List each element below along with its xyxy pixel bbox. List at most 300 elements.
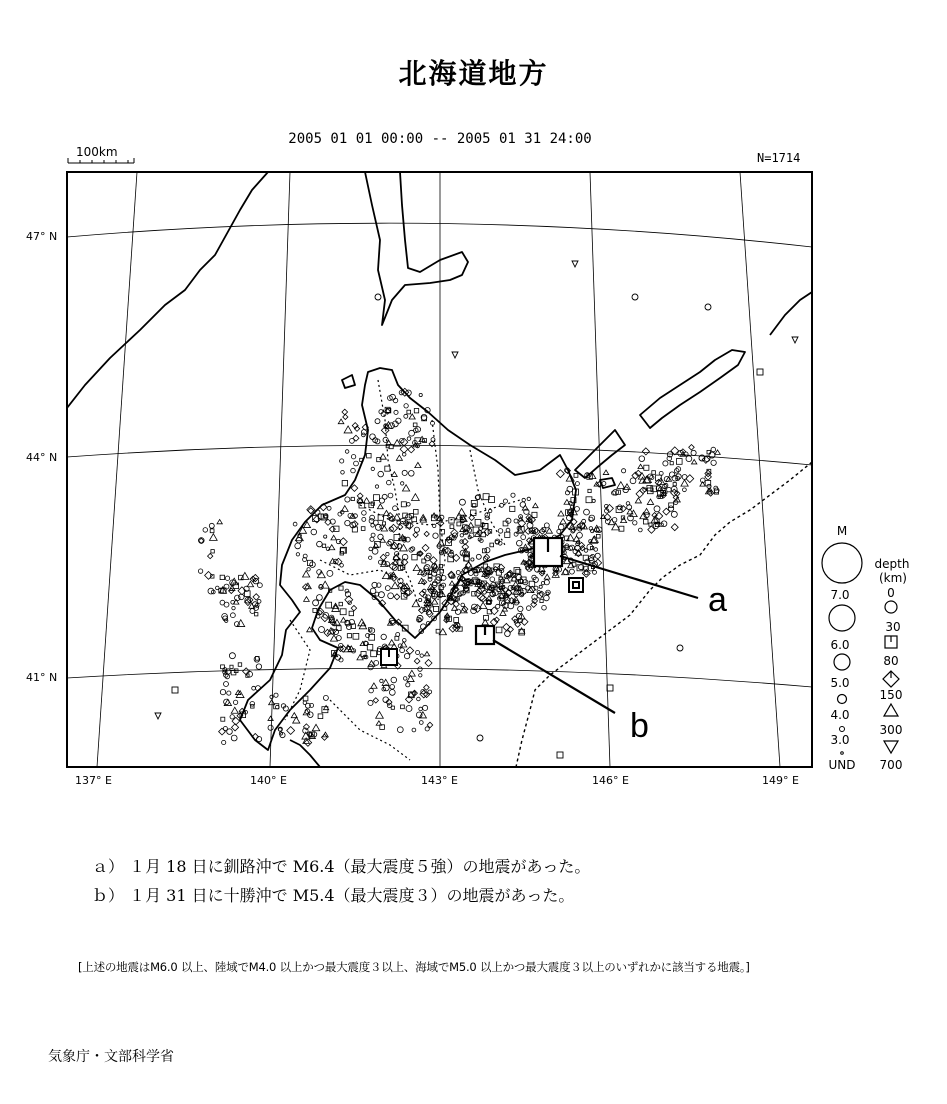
event-marker — [380, 679, 383, 682]
event-marker — [389, 527, 393, 531]
event-marker — [383, 697, 389, 703]
event-marker — [596, 534, 600, 538]
event-marker — [432, 599, 438, 604]
event-marker — [209, 534, 217, 541]
event-marker — [510, 506, 515, 511]
event-marker — [313, 600, 319, 606]
kuril-japan-trench — [516, 462, 812, 767]
event-marker — [317, 595, 323, 601]
event-marker — [592, 499, 595, 502]
event-marker — [307, 568, 310, 571]
event-marker — [401, 705, 405, 709]
event-marker — [430, 557, 437, 564]
event-marker — [432, 571, 437, 576]
event-marker — [322, 544, 325, 547]
event-marker — [375, 294, 381, 300]
event-marker — [458, 508, 466, 515]
event-marker — [172, 687, 178, 693]
event-marker — [230, 578, 238, 585]
legend-depth-0-30-circle — [885, 601, 897, 613]
selection-criteria-footnote: [上述の地震はM6.0 以上、陸域でM4.0 以上かつ最大震度３以上、海域でM5.0 以上かつ最大震度３以上のいずれかに該当する地震。] — [78, 960, 750, 974]
event-marker — [461, 603, 465, 607]
event-marker — [607, 685, 613, 691]
event-marker — [368, 665, 373, 670]
event-marker — [382, 494, 387, 499]
legend-depth-title: depth — [874, 557, 910, 571]
event-marker — [380, 554, 386, 560]
lat-label-41: 41° N — [26, 671, 58, 684]
event-marker — [327, 506, 331, 510]
event-marker — [371, 683, 377, 688]
coastlines — [67, 172, 812, 767]
event-marker — [424, 685, 430, 691]
legend-depth-150: 150 — [879, 688, 903, 702]
event-marker — [211, 550, 214, 553]
event-marker — [652, 471, 656, 475]
event-marker — [323, 695, 328, 700]
event-marker — [612, 523, 620, 530]
scale-bar-label: 100km — [76, 145, 118, 159]
event-marker — [416, 651, 420, 655]
event-marker — [347, 634, 351, 638]
legend-mag-6: 6.0 — [830, 638, 850, 652]
event-marker — [667, 487, 672, 492]
event-marker — [404, 653, 409, 658]
event-marker — [423, 705, 428, 710]
event-marker — [241, 572, 249, 579]
event-marker — [357, 655, 363, 660]
event-marker — [619, 526, 624, 531]
event-marker — [585, 571, 589, 575]
event-marker — [303, 571, 310, 577]
event-marker — [484, 615, 489, 620]
event-marker — [303, 724, 309, 730]
event-marker — [237, 620, 245, 627]
event-marker — [544, 595, 550, 601]
event-marker — [235, 595, 241, 601]
event-marker — [508, 603, 514, 609]
legend-depth-80-150-diamond — [883, 671, 899, 687]
event-marker — [338, 419, 344, 424]
latitude-line-47 — [67, 223, 812, 247]
event-marker — [232, 606, 235, 609]
event-marker — [440, 529, 445, 534]
event-marker — [387, 541, 392, 546]
legend-depth-30: 30 — [885, 620, 901, 634]
event-marker — [414, 527, 419, 532]
event-marker — [638, 528, 642, 532]
hokkaido-coast — [240, 368, 576, 750]
event-marker — [683, 488, 687, 492]
event-marker — [459, 499, 465, 505]
event-marker — [638, 464, 643, 468]
event-marker — [542, 605, 547, 610]
event-marker — [496, 627, 502, 633]
event-marker — [648, 526, 655, 533]
event-marker — [208, 588, 214, 594]
highlight-event-b — [476, 626, 494, 644]
event-marker — [220, 600, 225, 605]
event-marker — [378, 471, 384, 477]
event-marker — [503, 623, 510, 630]
event-marker — [313, 608, 317, 612]
event-marker — [311, 529, 317, 535]
map-legend — [822, 524, 909, 772]
event-marker — [544, 523, 549, 528]
event-marker — [317, 541, 323, 547]
event-marker — [414, 658, 420, 664]
event-marker — [506, 528, 510, 532]
event-marker — [257, 737, 262, 742]
event-marker — [526, 606, 531, 611]
event-marker — [296, 538, 301, 543]
event-marker — [477, 735, 483, 741]
event-marker — [227, 729, 233, 735]
event-marker — [408, 670, 415, 676]
event-marker — [539, 585, 542, 588]
event-marker — [512, 616, 518, 622]
event-marker — [279, 728, 282, 731]
legend-depth-30-80-square — [885, 636, 897, 648]
event-marker — [567, 486, 573, 492]
event-marker — [345, 520, 350, 525]
event-marker — [313, 516, 320, 523]
event-marker — [293, 522, 297, 526]
event-marker — [511, 493, 515, 497]
event-marker — [377, 504, 383, 509]
event-marker — [643, 519, 648, 524]
event-marker — [401, 482, 404, 485]
event-marker — [345, 497, 350, 502]
event-marker — [567, 515, 572, 520]
event-marker — [428, 690, 432, 694]
event-marker — [419, 598, 422, 601]
event-marker — [556, 470, 564, 478]
event-marker — [540, 599, 543, 602]
event-marker — [406, 514, 412, 520]
event-marker — [403, 639, 407, 643]
event-marker — [369, 688, 374, 693]
event-marker — [375, 485, 378, 488]
latitude-line-41 — [67, 668, 812, 687]
event-marker — [527, 497, 530, 500]
event-marker — [351, 497, 354, 500]
continent-coast — [67, 172, 268, 408]
event-marker — [343, 414, 348, 419]
event-marker — [268, 716, 273, 720]
event-marker — [686, 456, 692, 462]
event-marker — [676, 459, 682, 465]
event-marker — [353, 633, 359, 639]
event-marker — [386, 552, 389, 555]
event-marker — [483, 494, 489, 500]
event-marker — [229, 585, 235, 590]
event-marker — [457, 522, 461, 526]
event-marker — [544, 574, 550, 579]
event-marker — [335, 655, 340, 660]
lat-label-44: 44° N — [26, 451, 58, 464]
period-range: 2005 01 01 00:00 -- 2005 01 31 24:00 — [288, 131, 592, 147]
event-marker — [429, 441, 435, 447]
event-marker — [433, 533, 438, 538]
event-marker — [268, 725, 273, 730]
event-marker — [602, 482, 606, 486]
event-marker — [383, 437, 388, 442]
event-marker — [252, 686, 256, 690]
event-marker — [533, 503, 539, 508]
event-marker — [449, 518, 454, 523]
longitude-line-137 — [97, 172, 137, 767]
event-marker — [691, 450, 696, 455]
event-marker — [225, 576, 229, 580]
event-marker — [707, 484, 711, 488]
legend-depth-300: 300 — [879, 723, 903, 737]
event-marker — [223, 727, 227, 731]
event-marker — [304, 597, 310, 602]
event-marker — [383, 510, 389, 515]
callout-line-b — [493, 640, 615, 713]
event-marker — [351, 605, 356, 610]
legend-depth-150-300-triangle — [884, 704, 898, 716]
sakhalin-coast — [365, 172, 468, 325]
legend-mag-6-circle — [829, 605, 855, 631]
event-marker — [520, 502, 525, 507]
legend-mag-5-circle — [834, 654, 850, 670]
event-marker — [238, 663, 242, 667]
event-marker — [433, 524, 436, 527]
event-notes — [92, 852, 590, 910]
legend-depth-0: 0 — [887, 586, 895, 600]
event-marker — [312, 724, 319, 730]
event-marker — [415, 462, 421, 467]
event-marker — [419, 393, 422, 396]
lat-label-47: 47° N — [26, 230, 58, 243]
event-marker — [331, 535, 337, 540]
event-marker — [558, 524, 564, 530]
event-marker — [367, 645, 373, 651]
scale-bar — [68, 158, 134, 163]
event-marker — [385, 586, 390, 591]
legend-mag-4: 4.0 — [830, 708, 850, 722]
event-marker — [404, 404, 408, 408]
event-marker — [670, 462, 673, 465]
event-marker — [505, 532, 510, 537]
event-marker — [584, 509, 590, 515]
event-marker — [339, 602, 343, 606]
event-marker — [373, 698, 378, 703]
event-marker — [155, 713, 161, 719]
event-marker — [705, 480, 711, 486]
event-marker — [221, 717, 225, 721]
event-marker — [514, 593, 518, 597]
event-marker — [354, 461, 359, 466]
event-marker — [390, 394, 396, 400]
event-marker — [210, 529, 214, 533]
event-marker — [584, 549, 588, 553]
event-marker — [594, 559, 602, 567]
event-marker — [705, 304, 711, 310]
event-marker — [374, 495, 380, 501]
event-marker — [622, 469, 626, 473]
event-marker — [336, 636, 341, 641]
event-marker — [270, 695, 273, 698]
event-marker — [456, 571, 460, 575]
event-marker — [407, 437, 411, 441]
event-marker — [450, 525, 454, 529]
event-marker — [295, 543, 301, 549]
event-marker — [419, 707, 423, 711]
event-marker — [258, 583, 263, 588]
event-marker — [370, 515, 375, 520]
event-marker — [395, 636, 399, 640]
event-marker — [217, 519, 222, 523]
event-marker — [352, 521, 359, 528]
event-marker — [397, 544, 402, 549]
event-marker — [572, 261, 578, 267]
event-marker — [522, 498, 525, 501]
event-marker — [671, 524, 678, 531]
event-marker — [318, 714, 323, 719]
event-marker — [408, 446, 415, 453]
event-marker — [560, 519, 566, 524]
event-marker — [593, 570, 597, 574]
event-marker — [647, 499, 653, 504]
event-marker — [403, 513, 408, 518]
event-marker — [418, 667, 422, 671]
event-marker — [532, 595, 537, 600]
event-marker — [326, 602, 332, 608]
event-marker — [340, 459, 344, 463]
map-title: 北海道地方 — [398, 57, 549, 90]
event-marker — [452, 352, 458, 358]
event-marker — [413, 565, 420, 571]
event-marker — [344, 426, 352, 433]
event-marker — [208, 553, 213, 558]
event-marker — [291, 713, 297, 718]
event-count: N=1714 — [757, 151, 801, 165]
event-marker — [398, 524, 403, 529]
event-marker — [575, 507, 580, 512]
event-marker — [224, 682, 229, 687]
event-marker — [711, 447, 716, 452]
event-marker — [231, 735, 237, 741]
event-marker — [224, 584, 229, 589]
event-marker — [393, 398, 398, 403]
event-marker — [327, 570, 333, 576]
event-marker — [230, 665, 233, 668]
event-marker — [423, 594, 427, 598]
event-marker — [677, 645, 683, 651]
event-marker — [374, 661, 379, 666]
event-marker — [567, 534, 575, 541]
event-marker — [494, 617, 499, 622]
event-marker — [413, 532, 418, 537]
event-marker — [323, 732, 329, 737]
event-marker — [274, 693, 278, 697]
event-marker — [255, 613, 258, 616]
event-marker — [351, 468, 356, 473]
event-marker — [351, 455, 355, 459]
event-marker — [671, 511, 677, 517]
event-marker — [483, 590, 487, 594]
event-marker — [425, 727, 429, 731]
event-marker — [385, 466, 390, 471]
event-marker — [209, 523, 214, 528]
agency-credit: 気象庁・文部科学省 — [48, 1049, 174, 1065]
longitude-line-140 — [270, 172, 290, 767]
event-marker — [361, 527, 365, 531]
event-marker — [376, 712, 384, 719]
event-marker — [369, 547, 373, 551]
event-marker — [700, 482, 705, 486]
honshu-coast — [290, 740, 320, 767]
event-marker — [406, 706, 412, 712]
event-marker — [401, 502, 406, 507]
event-marker — [319, 627, 325, 633]
lon-label-140: 140° E — [250, 774, 287, 787]
event-marker — [521, 535, 526, 540]
event-marker — [342, 481, 347, 486]
event-marker — [367, 453, 372, 458]
event-marker — [514, 532, 518, 536]
event-marker — [589, 515, 595, 521]
note-b: ｂ） １月 31 日に十勝沖で M5.4（最大震度３）の地震があった。 — [92, 886, 575, 905]
legend-mag-und-circle — [841, 752, 844, 755]
event-marker — [569, 569, 574, 574]
legend-mag-5: 5.0 — [830, 676, 850, 690]
event-marker — [220, 689, 225, 694]
legend-mag-4-circle — [838, 695, 847, 704]
event-marker — [588, 489, 591, 492]
longitude-line-146 — [590, 172, 610, 767]
event-marker — [420, 654, 423, 657]
legend-depth-unit: (km) — [878, 571, 908, 585]
event-marker — [663, 461, 668, 466]
event-marker — [239, 594, 245, 600]
longitude-line-149 — [740, 172, 780, 767]
event-marker — [407, 503, 411, 507]
event-marker — [639, 456, 645, 462]
event-marker — [518, 606, 523, 611]
event-marker — [594, 548, 598, 552]
event-marker — [396, 455, 402, 460]
event-marker — [397, 521, 401, 525]
event-marker — [394, 410, 398, 414]
note-a: ａ） １月 18 日に釧路沖で M6.4（最大震度５強）の地震があった。 — [92, 857, 591, 876]
event-marker — [369, 556, 372, 559]
event-marker — [381, 634, 386, 639]
event-marker — [231, 724, 238, 731]
event-marker — [250, 702, 255, 707]
event-marker — [296, 553, 299, 556]
event-marker — [373, 520, 378, 525]
event-marker — [514, 519, 518, 523]
event-marker — [557, 752, 563, 758]
event-marker — [587, 544, 593, 550]
event-marker — [220, 575, 224, 579]
event-marker — [372, 548, 378, 554]
event-marker — [231, 707, 238, 713]
event-marker — [654, 506, 660, 512]
event-marker — [711, 460, 716, 465]
event-marker — [391, 677, 397, 683]
event-marker — [503, 499, 507, 503]
event-marker — [500, 503, 504, 507]
event-marker — [390, 685, 395, 690]
event-marker — [203, 528, 208, 533]
event-marker — [644, 465, 649, 470]
event-marker — [471, 558, 474, 561]
